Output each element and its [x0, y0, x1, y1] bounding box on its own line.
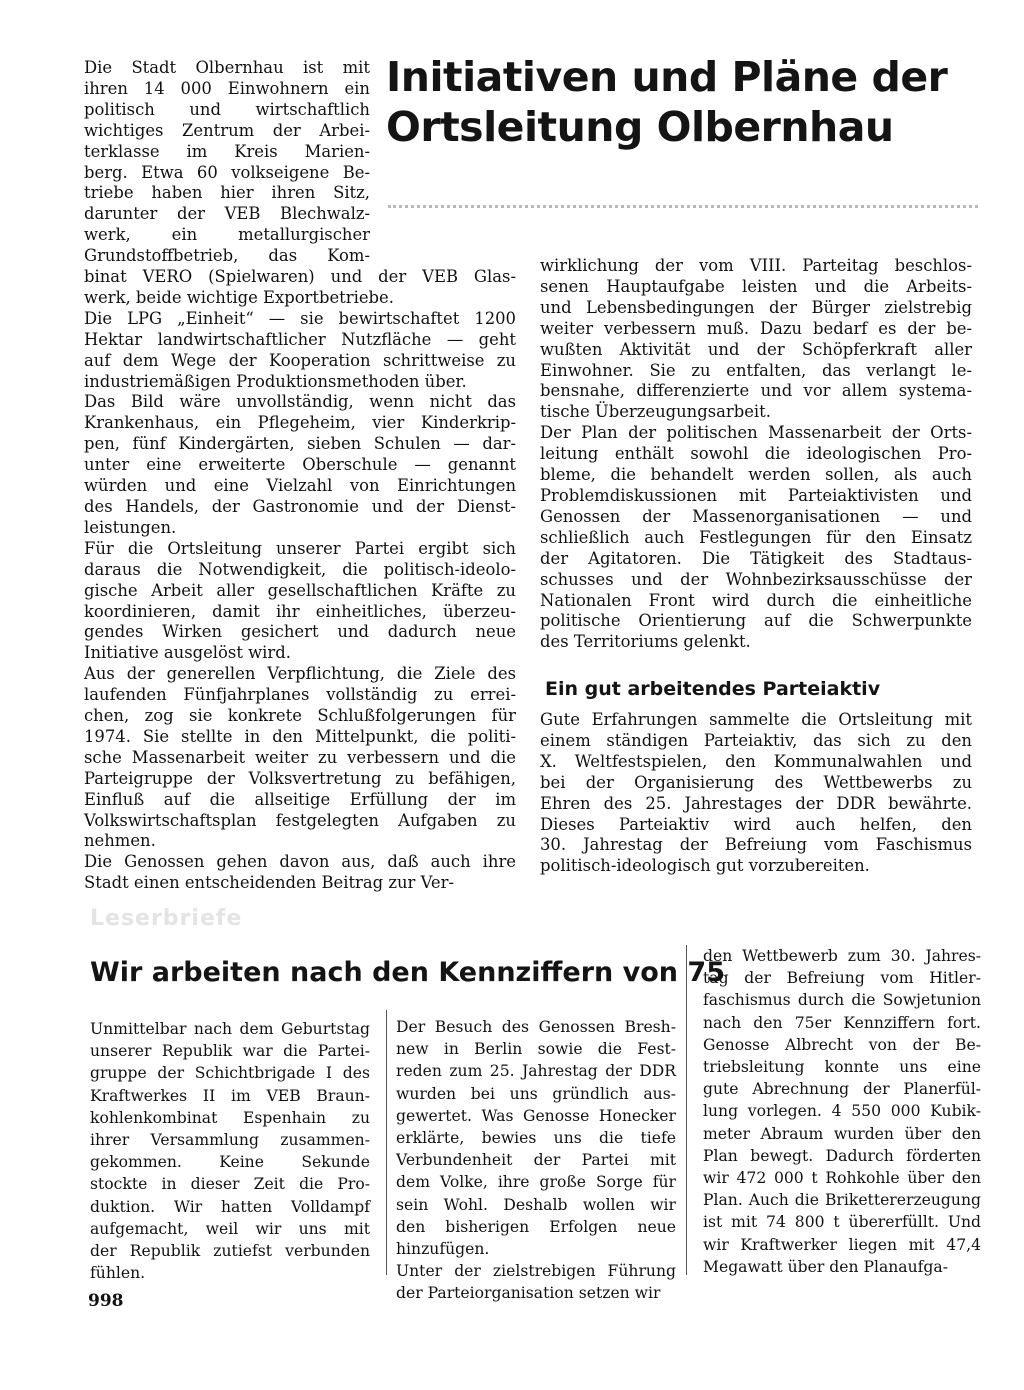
text-line: Gute Erfahrungen sammelte die Ortsleitung mit [540, 710, 972, 729]
text-line: pen, fünf Kindergärten, sieben Schulen — dar- [84, 434, 516, 454]
text-line: Unmittelbar nach dem Geburtstag [90, 1020, 370, 1038]
text-line: tag der Befreiung vom Hitler- [703, 969, 981, 988]
text-line: meter Abraum wurden über den [703, 1124, 981, 1143]
text-line: Für die Ortsleitung unserer Partei ergibt sich [84, 538, 516, 558]
text-line: politisch-ideologisch gut vorzubereiten. [540, 856, 870, 876]
text-line: wirklichung der vom VIII. Parteitag beschlos- [540, 256, 972, 275]
article2-headline: Wir arbeiten nach den Kennziffern von 75 [90, 957, 725, 988]
text-line: politisch und wirtschaftlich [84, 99, 370, 119]
text-line: unter eine erweiterte Oberschule — genannt [84, 455, 516, 475]
text-line: Initiative ausgelöst wird. [84, 643, 291, 663]
text-line: Kraftwerkes II im VEB Braun- [90, 1086, 370, 1105]
text-line: reden zum 25. Jahrestag der DDR [396, 1062, 676, 1081]
text-line: gewertet. Was Genosse Honecker [396, 1106, 676, 1125]
text-line: Verbundenheit der Partei mit [396, 1151, 676, 1170]
text-line: Plan bewegt. Dadurch förderten [703, 1146, 981, 1165]
text-line: Der Plan der politischen Massenarbeit der Orts- [540, 423, 972, 443]
text-line: werk, ein metallurgischer [84, 225, 370, 245]
text-line: des Handels, der Gastronomie und der Dienst- [84, 496, 516, 516]
text-line: bei der Organisierung des Wettbewerbs zu [540, 772, 972, 792]
text-line: Der Besuch des Genossen Bresh- [396, 1018, 676, 1036]
text-line: Stadt einen entscheidenden Beitrag zur Ver- [84, 873, 455, 893]
text-line: der Republik zutiefst verbunden [90, 1242, 370, 1261]
text-line: Unter der zielstrebigen Führung [396, 1262, 676, 1281]
text-line: sche Massenarbeit weiter zu verbessern und die [84, 747, 516, 767]
text-line: laufenden Fünfjahrplanes vollständig zu errei- [84, 685, 516, 705]
article1-col2b [540, 710, 972, 877]
text-line: wußten Aktivität und der Schöpferkraft aller [540, 339, 972, 359]
text-line: gendes Wirken gesichert und dadurch neue [84, 622, 516, 642]
text-line: chen, zog sie konkrete Schlußfolgerungen für [84, 706, 516, 726]
article1-subheading: Ein gut arbeitendes Parteiaktiv [545, 678, 881, 700]
text-line: Plan. Auch die Brikettererzeugung [703, 1191, 981, 1210]
headline-divider [388, 205, 978, 208]
article1-col1-wide [84, 267, 516, 894]
page-number: 998 [88, 1291, 124, 1311]
text-line: unserer Republik war die Partei- [90, 1042, 370, 1061]
text-line: der Agitatoren. Die Tätigkeit des Stadtaus- [540, 548, 972, 568]
text-line: leistungen. [84, 517, 177, 537]
text-line: triebsleitung konnte uns eine [703, 1058, 981, 1077]
text-line: politische Orientierung auf die Schwerpunkte [540, 611, 972, 631]
text-line: gekommen. Keine Sekunde [90, 1153, 370, 1172]
text-line: fühlen. [90, 1264, 146, 1283]
text-line: senen Hauptaufgabe leisten und die Arbeits- [540, 276, 972, 296]
text-line: erklärte, bewies uns die tiefe [396, 1129, 676, 1148]
text-line: Die Genossen gehen davon aus, daß auch ihre [84, 852, 516, 872]
text-line: wir Kraftwerker liegen mit 47,4 [703, 1235, 981, 1254]
text-line: nehmen. [84, 831, 156, 851]
article1-headline-line2: Ortsleitung Olbernhau [386, 103, 894, 151]
text-line: gute Abrechnung der Planerfül- [703, 1080, 981, 1099]
text-line: sein Wohl. Deshalb wollen wir [396, 1195, 676, 1214]
text-line: Megawatt über den Planaufga- [703, 1257, 948, 1276]
text-line: tische Überzeugungsarbeit. [540, 402, 771, 422]
text-line: Die Stadt Olbernhau ist mit [84, 58, 370, 77]
text-line: wurden bei uns gründlich aus- [396, 1084, 676, 1103]
text-line: kohlenkombinat Espenhain zu [90, 1108, 370, 1127]
section-label-leserbriefe: Leserbriefe [90, 906, 243, 931]
text-line: Aus der generellen Verpflichtung, die Ziele des [84, 664, 516, 684]
text-line: Ehren des 25. Jahrestages der DDR bewährte. [540, 793, 972, 813]
text-line: hinzufügen. [396, 1240, 490, 1259]
text-line: schusses und der Wohnbezirksausschüsse der [540, 569, 972, 589]
text-line: duktion. Wir hatten Volldampf [90, 1197, 370, 1216]
text-line: dem Volke, ihre große Sorge für [396, 1173, 676, 1192]
text-line: koordinieren, damit ihr einheitliches, überzeu- [84, 601, 516, 621]
text-line: Die LPG „Einheit“ — sie bewirtschaftet 1200 [84, 308, 516, 328]
text-line: Hektar landwirtschaftlicher Nutzfläche — geht [84, 329, 516, 349]
article2-col2 [396, 1016, 676, 1305]
text-line: ist mit 74 800 t übererfüllt. Und [703, 1213, 981, 1232]
text-line: 30. Jahrestag der Befreiung vom Faschismus [540, 835, 972, 855]
text-line: Krankenhaus, ein Pflegeheim, vier Kinderkrip- [84, 413, 516, 433]
article1-headline [386, 52, 1006, 152]
text-line: bensnahe, differenzierte und vor allem systema- [540, 381, 972, 401]
text-line: den bisherigen Erfolgen neue [396, 1217, 676, 1236]
text-line: und Lebensbedingungen der Bürger zielstrebig [540, 297, 972, 317]
text-line: Genossen der Massenorganisationen — und [540, 506, 972, 526]
text-line: Dieses Parteiaktiv wird auch helfen, den [540, 814, 972, 834]
text-line: aufgemacht, weil wir uns mit [90, 1219, 370, 1238]
text-line: Einfluß auf die allseitige Erfüllung der im [84, 789, 516, 809]
text-line: gische Arbeit aller gesellschaftlichen Kräfte zu [84, 580, 516, 600]
text-line: bleme, die behandelt werden sollen, als auch [540, 465, 972, 485]
text-line: darunter der VEB Blechwalz- [84, 204, 370, 224]
article2-col3 [703, 945, 981, 1278]
text-line: nach den 75er Kennziffern fort. [703, 1013, 981, 1032]
article1-col1-narrow [84, 58, 370, 267]
text-line: Volkswirtschaftsplan festgelegten Aufgaben zu [84, 810, 516, 830]
text-line: Einwohner. Sie zu entfalten, das verlangt le- [540, 360, 972, 380]
article1-headline-line1: Initiativen und Pläne der [386, 53, 948, 101]
text-line: Genosse Albrecht von der Be- [703, 1035, 981, 1054]
text-line: faschismus durch die Sowjetunion [703, 991, 981, 1010]
text-line: wir 472 000 t Rohkohle über den [703, 1169, 981, 1188]
text-line: binat VERO (Spielwaren) und der VEB Glas- [84, 267, 516, 286]
text-line: lung vorlegen. 4 550 000 Kubik- [703, 1102, 981, 1121]
text-line: Problemdiskussionen mit Parteiaktivisten und [540, 485, 972, 505]
text-line: Grundstoffbetrieb, das Kom- [84, 246, 370, 266]
text-line: new in Berlin sowie die Fest- [396, 1040, 676, 1059]
text-line: X. Weltfestspielen, den Kommunalwahlen und [540, 751, 972, 771]
text-line: einem ständigen Parteiaktiv, das sich zu den [540, 730, 972, 750]
text-line: der Parteiorganisation setzen wir [396, 1284, 661, 1303]
text-line: berg. Etwa 60 volkseigene Be- [84, 162, 370, 182]
text-line: würden und eine Vielzahl von Einrichtungen [84, 476, 516, 496]
text-line: triebe haben hier ihren Sitz, [84, 183, 370, 203]
text-line: terklasse im Kreis Marien- [84, 141, 370, 161]
text-line: industriemäßigen Produktionsmethoden über. [84, 371, 467, 391]
text-line: Parteigruppe der Volksvertretung zu befähigen, [84, 768, 516, 788]
text-line: Das Bild wäre unvollständig, wenn nicht das [84, 392, 516, 412]
text-line: gruppe der Schichtbrigade I des [90, 1064, 370, 1083]
text-line: ihren 14 000 Einwohnern ein [84, 78, 370, 98]
text-line: daraus die Notwendigkeit, die politisch-ideolo- [84, 559, 516, 579]
article2-col1 [90, 1018, 370, 1284]
text-line: den Wettbewerb zum 30. Jahres- [703, 947, 981, 965]
column-divider-2 [686, 945, 687, 1275]
text-line: des Territoriums gelenkt. [540, 632, 751, 652]
text-line: wichtiges Zentrum der Arbei- [84, 120, 370, 140]
column-divider-1 [386, 1010, 387, 1275]
text-line: 1974. Sie stellte in den Mittelpunkt, die politi- [84, 726, 516, 746]
text-line: Nationalen Front wird durch die einheitliche [540, 590, 972, 610]
text-line: ihrer Versammlung zusammen- [90, 1131, 370, 1150]
text-line: stockte in dieser Zeit die Pro- [90, 1175, 370, 1194]
text-line: werk, beide wichtige Exportbetriebe. [84, 287, 394, 307]
text-line: schließlich auch Festlegungen für den Einsatz [540, 527, 972, 547]
text-line: auf dem Wege der Kooperation schrittweise zu [84, 350, 516, 370]
text-line: weiter verbessern muß. Dazu bedarf es der be- [540, 318, 972, 338]
article1-col2 [540, 256, 972, 653]
text-line: leitung enthält sowohl die ideologischen Pro- [540, 444, 972, 464]
